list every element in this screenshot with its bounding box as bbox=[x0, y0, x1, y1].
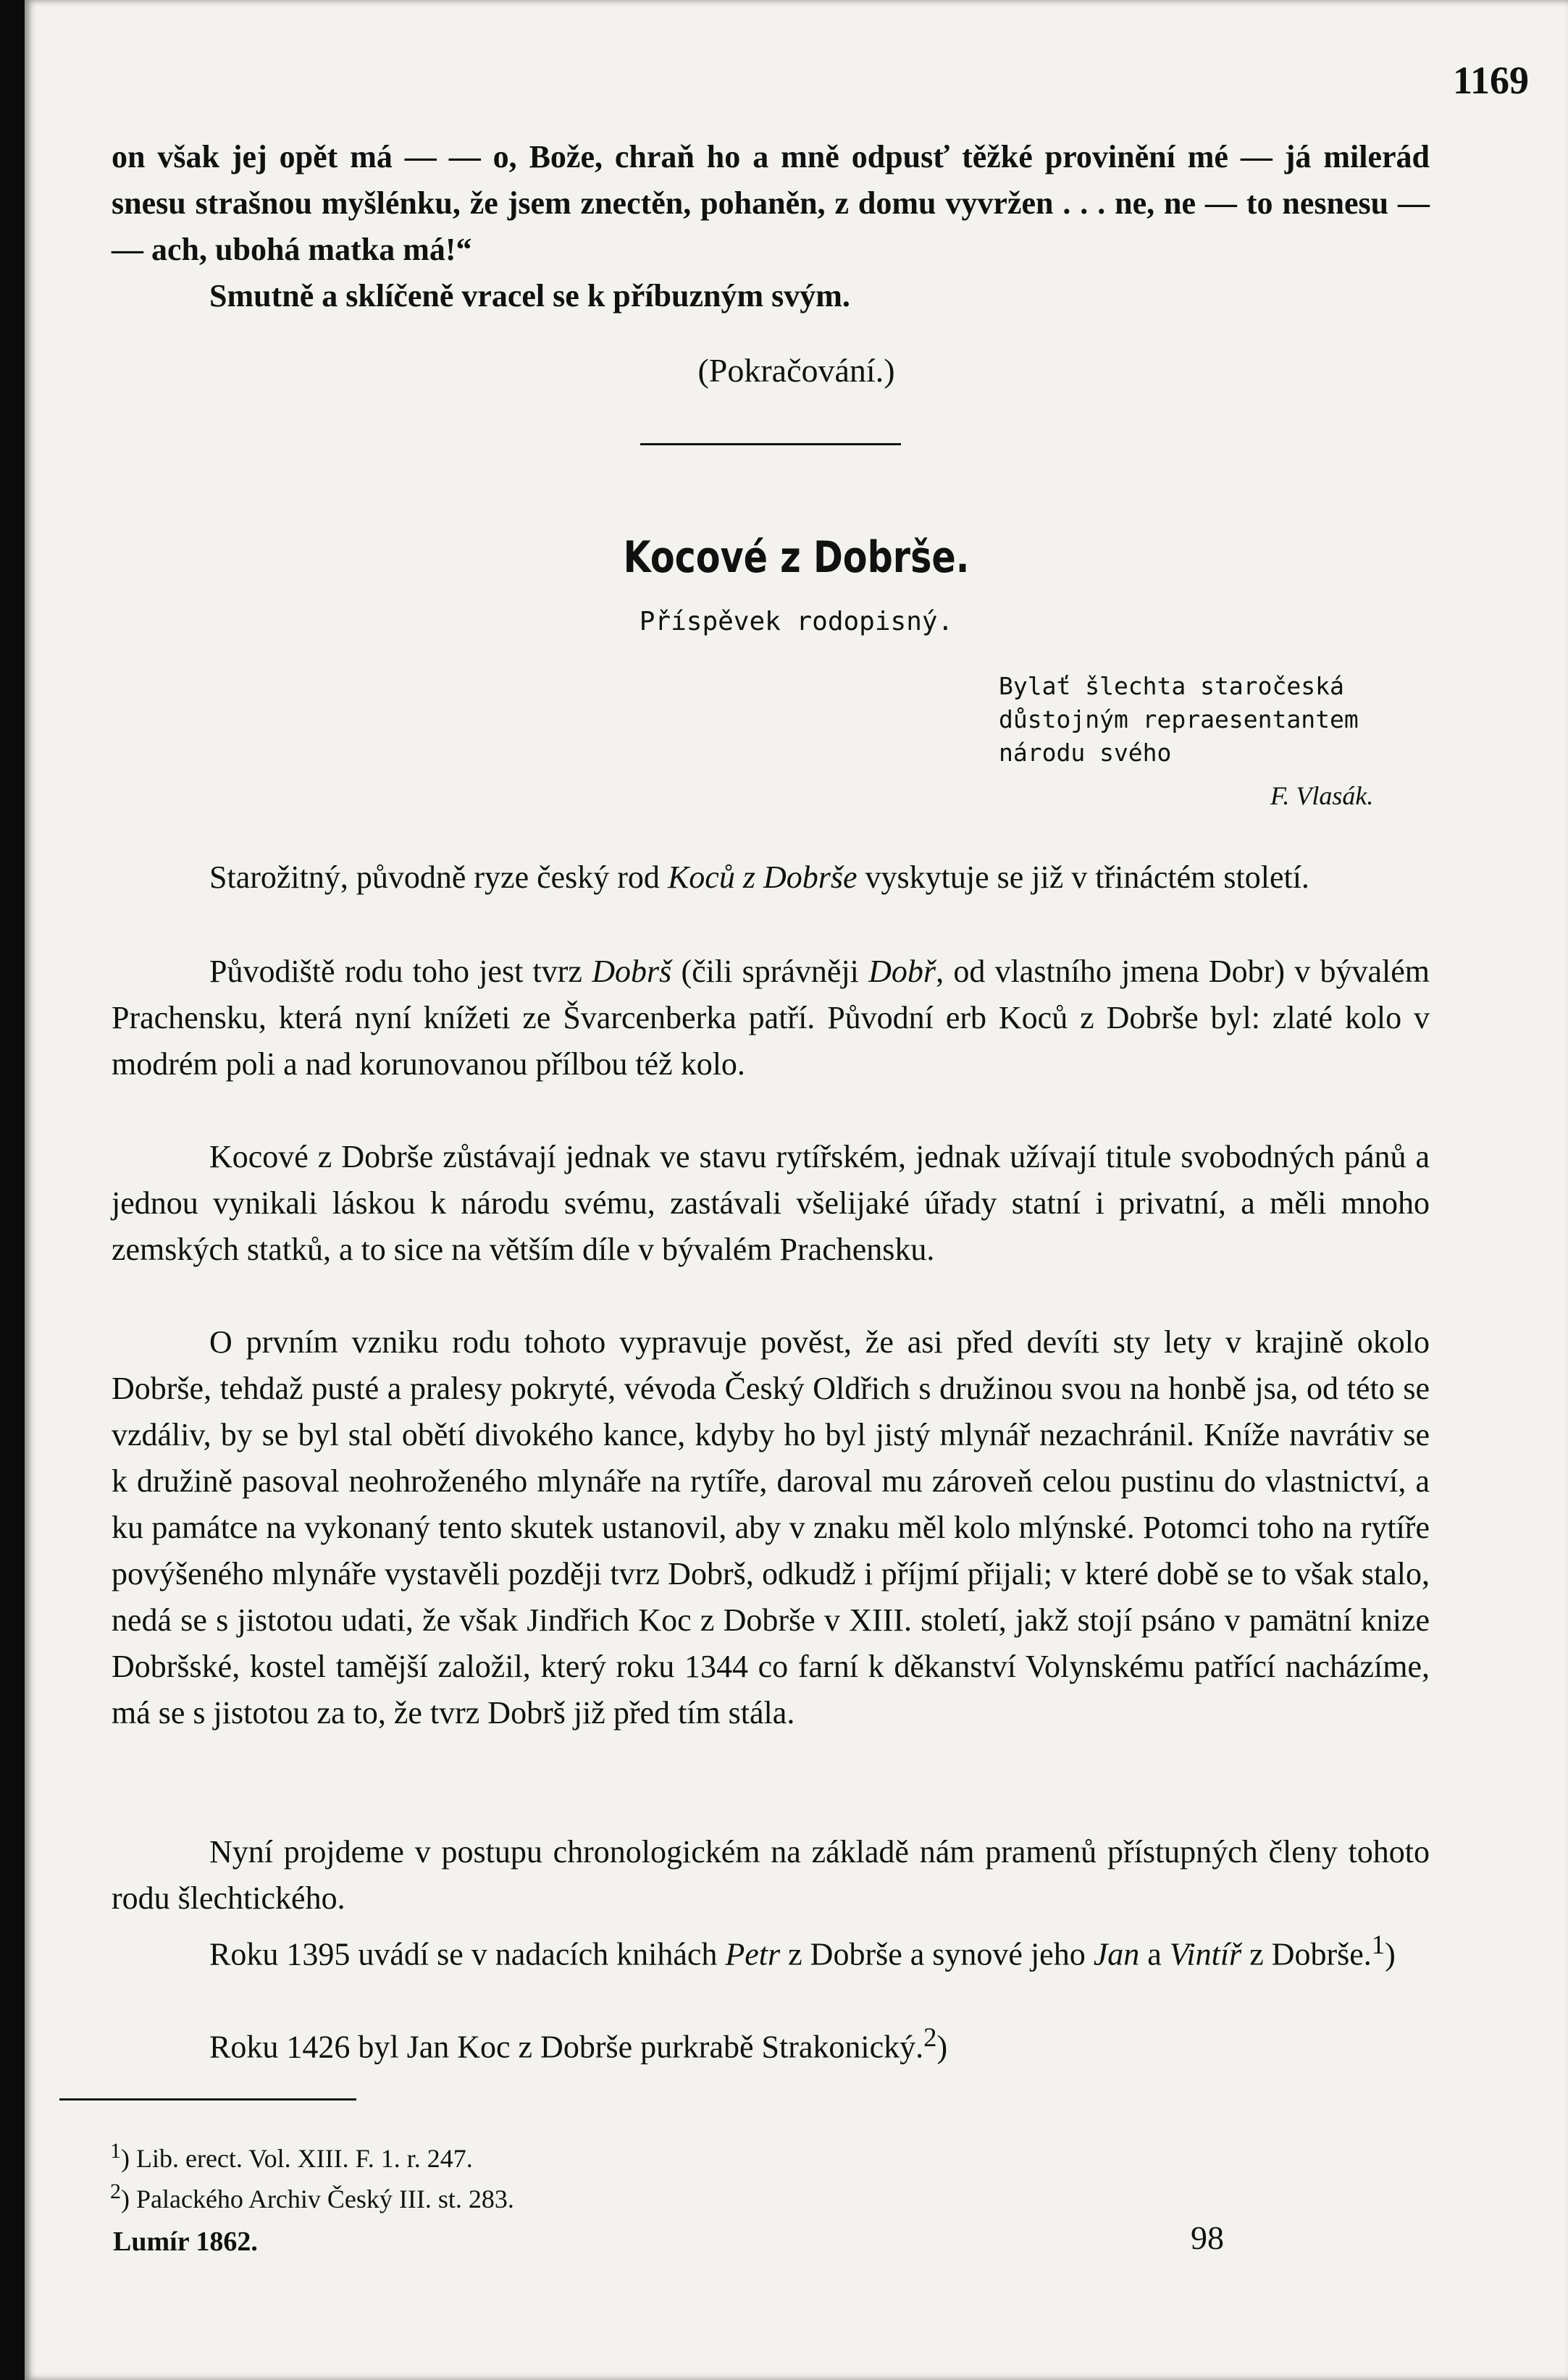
body-paragraph bbox=[112, 1922, 1430, 1978]
footnote-ref: 1 bbox=[1371, 1930, 1385, 1959]
text-run: ) bbox=[936, 2029, 948, 2065]
italic-text: Dobř bbox=[868, 954, 936, 989]
footnote-text: ) Palackého Archiv Český III. st. 283. bbox=[121, 2185, 514, 2213]
footnote bbox=[110, 2135, 473, 2175]
text-run: Roku 1395 uvádí se v nadacích knihách bbox=[209, 1936, 726, 1972]
body-paragraph: Nyní projdeme v postupu chronologickém na základě nám pramenů přístupných členy tohoto rodu šlechtického. bbox=[112, 1834, 1430, 1916]
article-title: Kocové z Dobrše. bbox=[623, 532, 970, 583]
sheet-number: 98 bbox=[1191, 2219, 1224, 2256]
text-run: z Dobrše. bbox=[1241, 1936, 1372, 1972]
text-run: vyskytuje se již v třináctém století. bbox=[857, 859, 1309, 895]
text-run: (čili správněji bbox=[671, 954, 869, 989]
continued-line: ne, ne — to nesnesu — — ach, ubohá matka má!“ bbox=[112, 185, 1430, 267]
continued-paragraph bbox=[112, 134, 1430, 273]
continued-line: já milerád snesu strašnou myšlénku, že jsem znectěn, pohaněn, z domu vyvržen . . . bbox=[112, 139, 1430, 221]
footnote bbox=[110, 2175, 514, 2216]
section-divider bbox=[640, 443, 901, 445]
text-run: Starožitný, původně ryze český rod bbox=[209, 859, 668, 895]
epigraph-author: F. Vlasák. bbox=[1270, 781, 1374, 810]
document-page bbox=[25, 0, 1568, 2380]
body-paragraph bbox=[112, 949, 1430, 1088]
article-subtitle: Příspěvek rodopisný. bbox=[639, 607, 954, 636]
italic-text: Dobrš bbox=[592, 954, 672, 989]
footnote-text: ) Lib. erect. Vol. XIII. F. 1. r. 247. bbox=[121, 2144, 473, 2173]
text-run: ) bbox=[1385, 1936, 1396, 1972]
text-run: a bbox=[1139, 1936, 1170, 1972]
body-paragraph: O prvním vzniku rodu tohoto vypravuje pověst, že asi před devíti sty lety v krajině okolo Dobrše, tehdaž pusté a pralesy pokryté, vévoda Český Oldřich s družinou svou na honbě jsa, od této se vzdáliv, by se byl stal obětí divokého kance, kdyby ho byl jistý mlynář nezachránil. Kníže navrátiv se k družině pasoval neohroženého mlynáře na rytíře, daroval mu zároveň celou pustinu do vlastnictví, a ku památce na vykonaný tento skutek ustanovil, aby v znaku měl kolo mlýnské. Potomci toho na rytíře povýšeného mlynáře vystavěli později tvrz Dobrš, odkudž i příjmí přijali; v které době se to však stalo, nedá se s jistotou udati, že však Jindřich Koc z Dobrše v XIII. století, jakž stojí psáno v pamätní knize Dobršské, kostel tamější založil, který roku 1344 co farní k děkanství Volynskému patřící nacházíme, má se s jistotou za to, že tvrz Dobrš již před tím stála. bbox=[112, 1324, 1430, 1731]
italic-text: Petr bbox=[725, 1936, 781, 1972]
epigraph-text: Bylať šlechta staročeská důstojným repraesentantem národu svého bbox=[999, 672, 1359, 767]
page-number: 1169 bbox=[1452, 59, 1529, 102]
italic-text: Koců z Dobrše bbox=[667, 859, 858, 895]
footnote-ref: 2 bbox=[923, 2022, 937, 2052]
text-run: Původiště rodu toho jest tvrz bbox=[209, 954, 592, 989]
text-run: , od vlastního jmena Dobr) v bývalém Prachensku, která nyní knížeti ze Švarcenberka patří. Původní erb Koců z Dobrše byl: zlaté kolo v modrém poli a nad korunovanou přílbou též kolo. bbox=[112, 954, 1430, 1082]
continuation-note: (Pokračování.) bbox=[697, 352, 895, 389]
body-paragraph: Kocové z Dobrše zůstávají jednak ve stavu rytířském, jednak užívají titule svobodných pánů a jednou vynikali láskou k národu svému, zastávali všelijaké úřady statní i privatní, a měli mnoho zemských statků, a to sice na větším díle v bývalém Prachensku. bbox=[112, 1139, 1430, 1267]
text-run: Roku 1426 byl Jan Koc z Dobrše purkrabě Strakonický. bbox=[209, 2029, 924, 2065]
body-paragraph bbox=[112, 854, 1430, 901]
text-run: z Dobrše a synové jeho bbox=[780, 1936, 1094, 1972]
footnote-mark: 2 bbox=[110, 2179, 121, 2203]
journal-signature: Lumír 1862. bbox=[113, 2226, 258, 2257]
footnote-mark: 1 bbox=[110, 2139, 121, 2163]
continued-closing-line: Smutně a sklíčeně vracel se k příbuzným svým. bbox=[209, 278, 850, 314]
footnote-divider bbox=[59, 2098, 356, 2101]
continued-line: on však jej opět má — — o, Bože, chraň ho a mně odpusť těžké provinění mé — bbox=[112, 139, 1273, 174]
italic-text: Vintíř bbox=[1169, 1936, 1242, 1972]
body-paragraph bbox=[112, 2014, 1430, 2071]
italic-text: Jan bbox=[1093, 1936, 1140, 1972]
